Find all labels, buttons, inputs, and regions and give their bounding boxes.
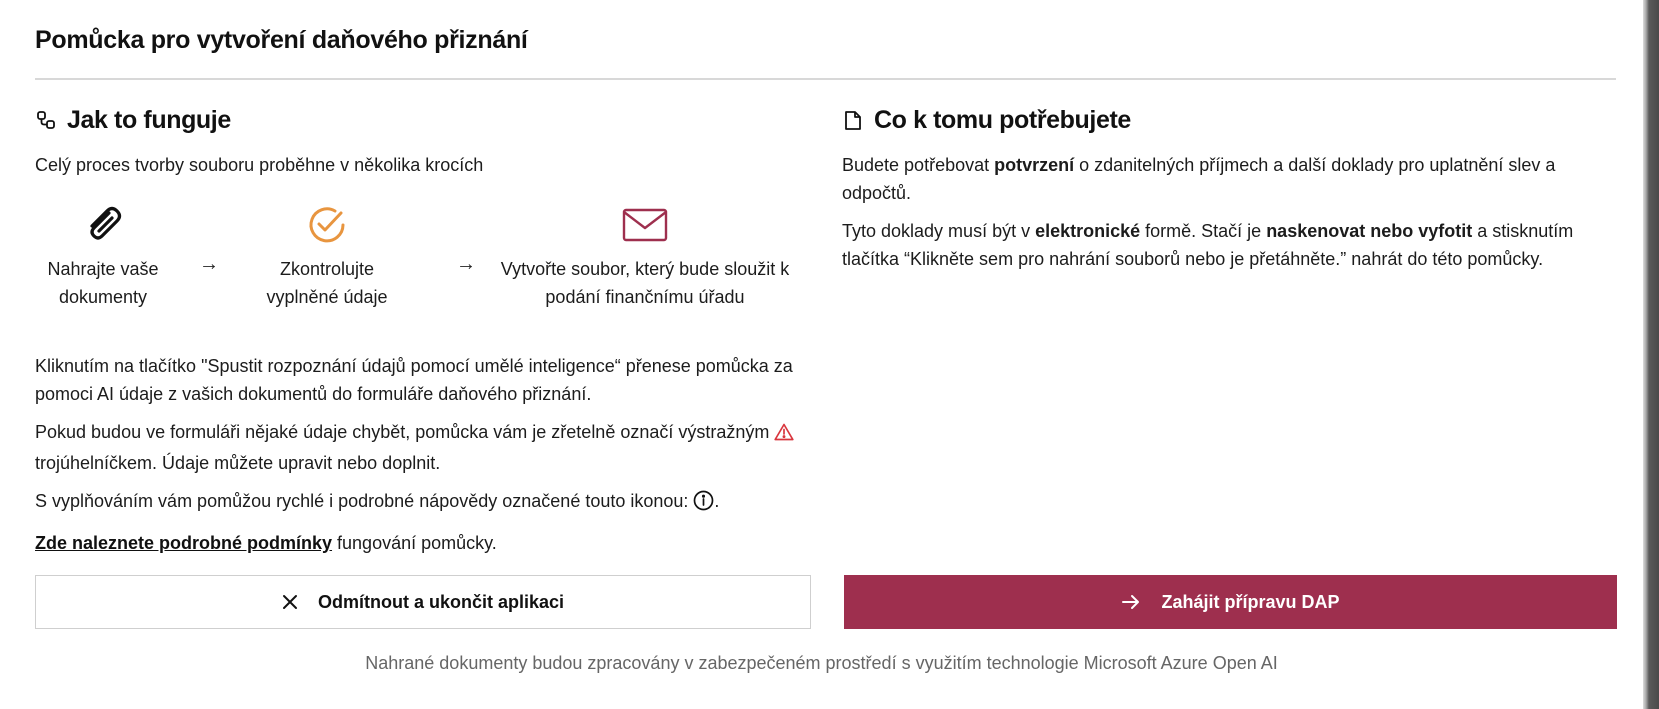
step-create-line2: podání finančnímu úřadu	[545, 287, 745, 307]
how-it-works-intro: Celý proces tvorby souboru proběhne v několika krocích	[35, 155, 484, 175]
step-upload-line1: Nahrajte vaše	[47, 259, 159, 279]
steps-icon	[35, 109, 57, 131]
step-upload	[35, 201, 171, 311]
requirements-body	[842, 151, 1602, 273]
check-circle-icon	[247, 201, 407, 249]
envelope-icon	[480, 201, 810, 249]
ai-paragraph: Kliknutím na tlačítko "Spustit rozpoznání údajů pomocí umělé inteligence“ přenese pomůcka za pomoci AI údaje z vašich dokumentů do formuláře daňového přiznání.	[35, 356, 793, 404]
start-button[interactable]	[844, 575, 1617, 629]
background-overlay	[1643, 0, 1659, 709]
warning-paragraph-end: trojúhelníčkem. Údaje můžete upravit nebo doplnit.	[35, 453, 441, 473]
requirements-heading: Co k tomu potřebujete	[874, 105, 1131, 134]
conditions-link[interactable]: Zde naleznete podrobné podmínky	[35, 533, 333, 553]
start-button-label: Zahájit přípravu DAP	[1161, 591, 1340, 612]
how-it-works-header	[35, 100, 815, 140]
step-arrow-2: →	[456, 253, 476, 275]
requirements-section	[842, 100, 1622, 283]
req-p2-c: a stisknutím tlačítka “Klikněte sem pro nahrání souborů nebo je přetáhněte.” nahrát do této pomůcky.	[842, 221, 1574, 269]
req-p2-b: formě. Stačí je	[1140, 221, 1267, 241]
arrow-right-icon	[1121, 594, 1141, 610]
warning-paragraph	[35, 418, 810, 477]
requirements-paragraph-2	[842, 217, 1602, 273]
help-paragraph	[35, 487, 810, 519]
req-p1-a: Budete potřebovat	[842, 155, 995, 175]
help-paragraph-end: .	[714, 491, 720, 511]
info-icon	[693, 490, 714, 519]
dialog-title: Pomůcka pro vytvoření daňového přiznání	[35, 26, 528, 54]
req-p1-bold: potvrzení	[994, 155, 1075, 175]
paperclip-icon	[35, 201, 171, 249]
close-icon	[282, 594, 298, 610]
how-it-works-section	[35, 100, 815, 567]
steps-row	[35, 201, 815, 336]
step-arrow-1: →	[199, 253, 219, 275]
req-p2-a: Tyto doklady musí být v	[842, 221, 1036, 241]
warning-triangle-icon	[774, 421, 794, 449]
step-check-line2: vyplněné údaje	[266, 287, 388, 307]
step-create-line1: Vytvořte soubor, který bude sloužit k	[500, 259, 790, 279]
how-it-works-body	[35, 352, 810, 557]
step-check	[247, 201, 407, 311]
req-p2-bold1: elektronické	[1035, 221, 1141, 241]
req-p1-b: o zdanitelných příjmech a další doklady pro uplatnění slev a odpočtů.	[842, 155, 1556, 203]
title-divider	[35, 78, 1616, 80]
help-paragraph-text: S vyplňováním vám pomůžou rychlé i podrobné nápovědy označené touto ikonou:	[35, 491, 694, 511]
requirements-paragraph-1	[842, 151, 1602, 207]
decline-button[interactable]	[35, 575, 811, 629]
document-icon	[842, 109, 864, 131]
decline-button-label: Odmítnout a ukončit aplikaci	[317, 591, 565, 612]
how-it-works-heading: Jak to funguje	[67, 105, 231, 134]
step-check-line1: Zkontrolujte	[279, 259, 375, 279]
step-create	[480, 201, 810, 311]
requirements-header	[842, 100, 1622, 140]
step-upload-line2: dokumenty	[58, 287, 148, 307]
warning-paragraph-start: Pokud budou ve formuláři nějaké údaje chybět, pomůcka vám je zřetelně označí výstražným	[35, 422, 775, 442]
req-p2-bold2: naskenovat nebo vyfotit	[1266, 221, 1473, 241]
conditions-suffix: fungování pomůcky.	[332, 533, 497, 553]
conditions-paragraph	[35, 529, 810, 557]
footer-note: Nahrané dokumenty budou zpracovány v zabezpečeném prostředí s využitím technologie Microsoft Azure Open AI	[365, 653, 1278, 673]
